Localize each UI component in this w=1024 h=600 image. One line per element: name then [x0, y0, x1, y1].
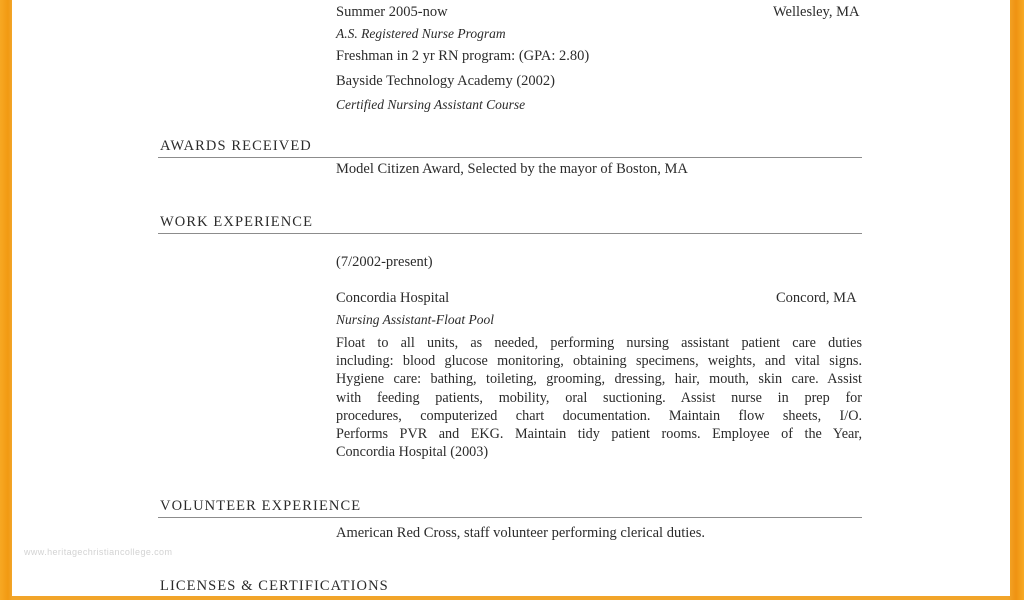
education-course: Certified Nursing Assistant Course: [336, 97, 526, 112]
work-description-line: procedures, computerized chart documentation. Maintain flow sheets, I/O.: [336, 407, 862, 424]
work-description-line: Hygiene care: bathing, toileting, grooming, dressing, hair, mouth, skin care. Assist: [336, 371, 862, 388]
awards-item: Model Citizen Award, Selected by the mayor of Boston, MA: [336, 161, 688, 177]
work-employer: Concordia Hospital: [336, 290, 450, 306]
work-dates: (7/2002-present): [336, 254, 433, 270]
work-location: Concord, MA: [776, 290, 857, 306]
education-location: Wellesley, MA: [773, 4, 860, 20]
work-description-line: Float to all units, as needed, performing nursing assistant patient care duties: [336, 335, 862, 351]
work-description-line: Concordia Hospital (2003): [336, 444, 489, 461]
work-title: Nursing Assistant-Float Pool: [336, 312, 495, 327]
volunteer-item: American Red Cross, staff volunteer performing clerical duties.: [336, 525, 705, 541]
work-heading: WORK EXPERIENCE: [160, 214, 314, 230]
work-description-line: including: blood glucose monitoring, obtaining specimens, weights, and vital signs.: [336, 353, 862, 370]
awards-heading: AWARDS RECEIVED: [160, 138, 312, 154]
licenses-heading: LICENSES & CERTIFICATIONS: [160, 578, 389, 594]
volunteer-rule: [158, 517, 862, 518]
work-description-line: with feeding patients, mobility, oral suctioning. Assist nurse in prep for: [336, 389, 862, 406]
resume-page: [12, 0, 1010, 596]
work-description-line: Performs PVR and EKG. Maintain tidy patient rooms. Employee of the Year,: [336, 426, 862, 443]
volunteer-heading: VOLUNTEER EXPERIENCE: [160, 498, 362, 514]
work-description: [336, 334, 862, 461]
work-rule: [158, 233, 862, 234]
education-program: A.S. Registered Nurse Program: [336, 26, 506, 41]
education-gpa: Freshman in 2 yr RN program: (GPA: 2.80): [336, 48, 590, 64]
education-school: Bayside Technology Academy (2002): [336, 73, 555, 89]
awards-rule: [158, 157, 862, 158]
education-dates: Summer 2005-now: [336, 4, 448, 20]
watermark-text: www.heritagechristiancollege.com: [24, 547, 173, 557]
